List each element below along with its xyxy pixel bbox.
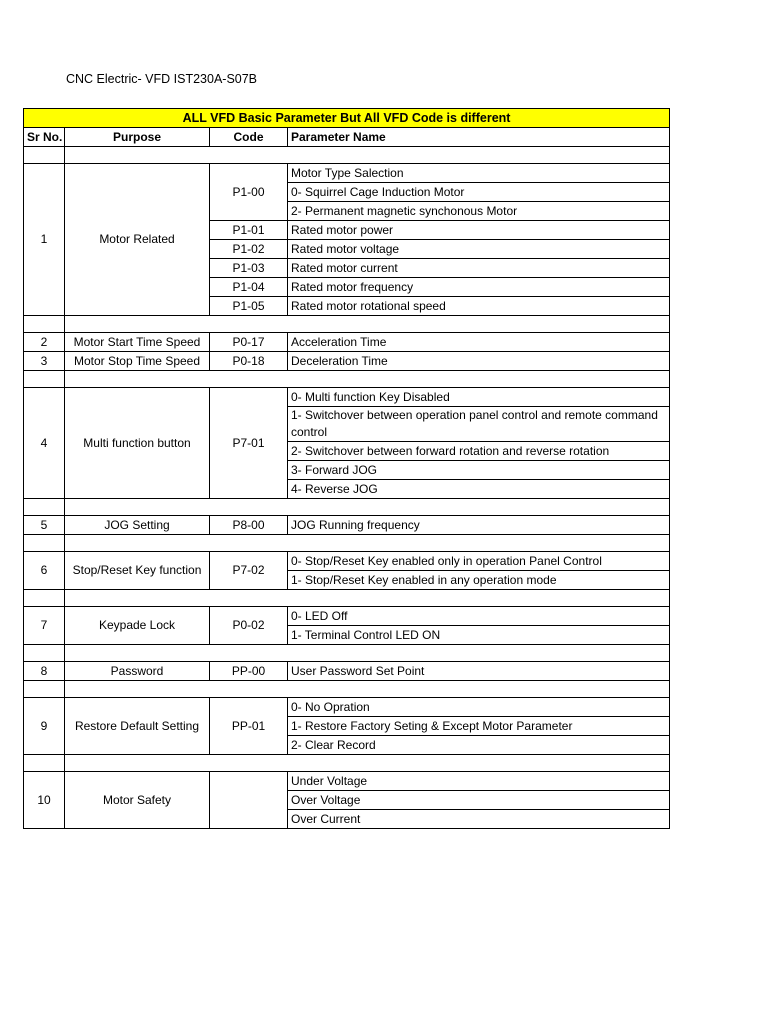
spacer-cell [65,590,670,607]
spacer-cell [24,147,65,164]
purpose-cell: Password [65,662,210,681]
spacer-cell [65,681,670,698]
parameter-name-cell: Over Voltage [288,791,670,810]
code-cell: P8-00 [210,516,288,535]
purpose-cell: Motor Stop Time Speed [65,352,210,371]
parameter-name-cell: Acceleration Time [288,333,670,352]
parameter-name-cell: Deceleration Time [288,352,670,371]
code-cell [210,772,288,829]
parameter-name-cell: 0- Squirrel Cage Induction Motor [288,183,670,202]
parameter-name-cell: 4- Reverse JOG [288,480,670,499]
table-row [24,352,670,371]
table-banner: ALL VFD Basic Parameter But All VFD Code is different [24,109,670,128]
spacer-row [24,535,670,552]
table-row [24,516,670,535]
sr-no-cell: 4 [24,388,65,499]
spacer-row [24,645,670,662]
parameter-name-cell: 1- Restore Factory Seting & Except Motor Parameter [288,717,670,736]
parameter-name-cell: 1- Switchover between operation panel control and remote command control [288,407,670,442]
spacer-cell [24,681,65,698]
parameter-name-cell: 1- Terminal Control LED ON [288,626,670,645]
spacer-row [24,590,670,607]
header-code: Code [210,128,288,147]
code-cell: P1-01 [210,221,288,240]
spacer-cell [65,371,670,388]
spacer-cell [65,645,670,662]
spacer-row [24,371,670,388]
parameter-table [23,108,670,829]
header-row [24,128,670,147]
table-row [24,333,670,352]
table-row [24,164,670,183]
code-cell: P1-03 [210,259,288,278]
header-parameter-name: Parameter Name [288,128,670,147]
sr-no-cell: 7 [24,607,65,645]
header-sr-no: Sr No. [24,128,65,147]
parameter-name-cell: 2- Switchover between forward rotation and reverse rotation [288,442,670,461]
table-row [24,772,670,791]
purpose-cell: JOG Setting [65,516,210,535]
parameter-name-cell: 0- Stop/Reset Key enabled only in operation Panel Control [288,552,670,571]
table-row [24,607,670,626]
purpose-cell: Motor Safety [65,772,210,829]
code-cell: PP-01 [210,698,288,755]
spacer-cell [24,499,65,516]
sr-no-cell: 3 [24,352,65,371]
sr-no-cell: 1 [24,164,65,316]
parameter-name-cell: Rated motor frequency [288,278,670,297]
spacer-cell [65,755,670,772]
sr-no-cell: 2 [24,333,65,352]
parameter-name-cell: 0- Multi function Key Disabled [288,388,670,407]
code-cell: P0-17 [210,333,288,352]
spacer-cell [65,147,670,164]
code-cell: P7-02 [210,552,288,590]
parameter-name-cell: 2- Permanent magnetic synchonous Motor [288,202,670,221]
spacer-cell [24,645,65,662]
table-row [24,552,670,571]
parameter-name-cell: Motor Type Salection [288,164,670,183]
parameter-name-cell: Rated motor current [288,259,670,278]
spacer-cell [24,755,65,772]
code-cell: P0-02 [210,607,288,645]
parameter-name-cell: 0- LED Off [288,607,670,626]
spacer-row [24,681,670,698]
spacer-cell [24,371,65,388]
purpose-cell: Multi function button [65,388,210,499]
spacer-row [24,499,670,516]
parameter-name-cell: Rated motor rotational speed [288,297,670,316]
table-row [24,662,670,681]
code-cell: P1-02 [210,240,288,259]
code-cell: P1-04 [210,278,288,297]
parameter-name-cell: User Password Set Point [288,662,670,681]
parameter-name-cell: Under Voltage [288,772,670,791]
spacer-row [24,755,670,772]
sr-no-cell: 5 [24,516,65,535]
spacer-cell [65,316,670,333]
sr-no-cell: 9 [24,698,65,755]
spacer-cell [65,535,670,552]
sr-no-cell: 8 [24,662,65,681]
parameter-name-cell: Rated motor power [288,221,670,240]
code-cell: P1-05 [210,297,288,316]
purpose-cell: Restore Default Setting [65,698,210,755]
spacer-cell [24,316,65,333]
parameter-name-cell: 0- No Opration [288,698,670,717]
purpose-cell: Motor Start Time Speed [65,333,210,352]
parameter-name-cell: 1- Stop/Reset Key enabled in any operation mode [288,571,670,590]
document-title: CNC Electric- VFD IST230A-S07B [66,72,258,86]
purpose-cell: Motor Related [65,164,210,316]
banner-row [24,109,670,128]
spacer-row [24,316,670,333]
code-cell: P0-18 [210,352,288,371]
spacer-cell [65,499,670,516]
parameter-name-cell: Over Current [288,810,670,829]
parameter-name-cell: JOG Running frequency [288,516,670,535]
table-row [24,388,670,407]
table-row [24,698,670,717]
code-cell: PP-00 [210,662,288,681]
spacer-cell [24,535,65,552]
purpose-cell: Keypade Lock [65,607,210,645]
sr-no-cell: 10 [24,772,65,829]
spacer-row [24,147,670,164]
purpose-cell: Stop/Reset Key function [65,552,210,590]
spacer-cell [24,590,65,607]
header-purpose: Purpose [65,128,210,147]
code-cell: P7-01 [210,388,288,499]
parameter-name-cell: 2- Clear Record [288,736,670,755]
code-cell: P1-00 [210,164,288,221]
parameter-name-cell: Rated motor voltage [288,240,670,259]
sr-no-cell: 6 [24,552,65,590]
parameter-name-cell: 3- Forward JOG [288,461,670,480]
